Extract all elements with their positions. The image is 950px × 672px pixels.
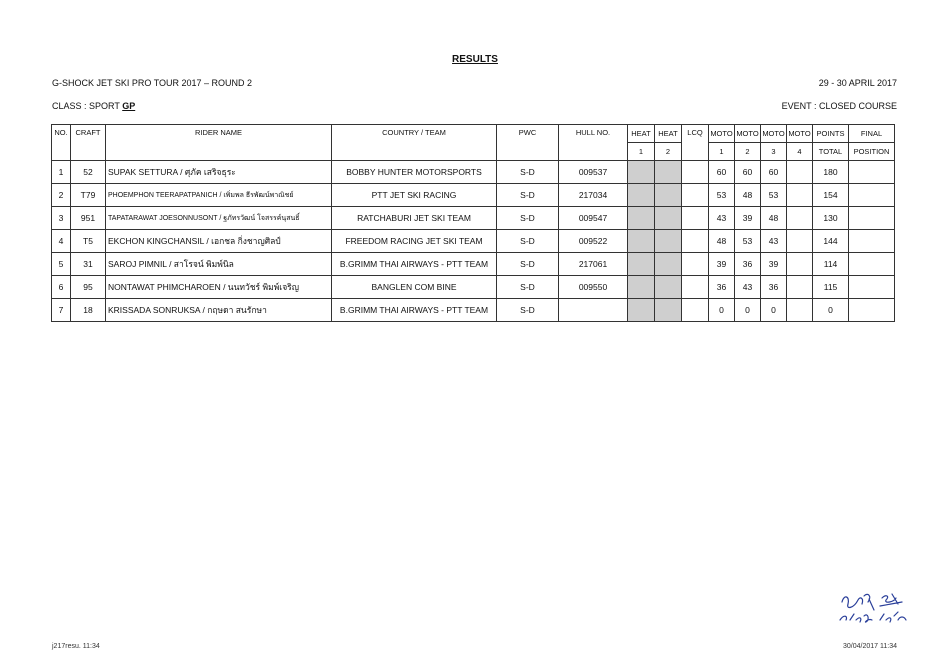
header-moto1-num: 1: [709, 143, 735, 161]
header-heat2: HEAT: [655, 125, 682, 143]
cell-moto2: 60: [735, 161, 761, 184]
cell-moto1: 36: [709, 276, 735, 299]
cell-moto3: 43: [761, 230, 787, 253]
cell-total: 154: [813, 184, 849, 207]
cell-moto4: [787, 276, 813, 299]
header-moto3: MOTO: [761, 125, 787, 143]
cell-total: 114: [813, 253, 849, 276]
cell-pwc: S-D: [497, 161, 559, 184]
cell-no: 4: [52, 230, 71, 253]
cell-moto4: [787, 207, 813, 230]
cell-moto2: 36: [735, 253, 761, 276]
cell-rider: SUPAK SETTURA / ศุภัค เสริจธุระ: [106, 161, 332, 184]
header-moto4: MOTO: [787, 125, 813, 143]
cell-total: 144: [813, 230, 849, 253]
cell-no: 1: [52, 161, 71, 184]
cell-craft: 52: [71, 161, 106, 184]
header-pwc: PWC: [497, 125, 559, 161]
cell-moto4: [787, 184, 813, 207]
cell-no: 3: [52, 207, 71, 230]
cell-moto4: [787, 299, 813, 322]
cell-final: [849, 253, 895, 276]
table-row: [52, 207, 895, 230]
cell-lcq: [682, 184, 709, 207]
header-final-position: POSITION: [849, 143, 895, 161]
header-final: FINAL: [849, 125, 895, 143]
cell-team: RATCHABURI JET SKI TEAM: [332, 207, 497, 230]
event-type: EVENT : CLOSED COURSE: [781, 101, 897, 111]
table-row: [52, 161, 895, 184]
cell-craft: T5: [71, 230, 106, 253]
header-lcq: LCQ: [682, 125, 709, 161]
cell-hull: 009522: [559, 230, 628, 253]
cell-heat2: [655, 253, 682, 276]
cell-heat1: [628, 253, 655, 276]
cell-hull: [559, 299, 628, 322]
header-hull: HULL NO.: [559, 125, 628, 161]
cell-lcq: [682, 276, 709, 299]
cell-hull: 009547: [559, 207, 628, 230]
page-title: RESULTS: [452, 54, 498, 65]
cell-team: FREEDOM RACING JET SKI TEAM: [332, 230, 497, 253]
header-moto2: MOTO: [735, 125, 761, 143]
header-points: POINTS: [813, 125, 849, 143]
cell-rider: PHOEMPHON TEERAPATPANICH / เพิ่มพล ธีรพัฒน์พาณิชย์: [106, 184, 332, 207]
cell-total: 180: [813, 161, 849, 184]
cell-total: 115: [813, 276, 849, 299]
cell-moto2: 48: [735, 184, 761, 207]
cell-moto1: 53: [709, 184, 735, 207]
cell-rider: TAPATARAWAT JOESONNUSONT / ฐภัทรวัฒน์ โจสรรค์นุสนธิ์: [106, 207, 332, 230]
cell-rider: NONTAWAT PHIMCHAROEN / นนทวัชร์ พิมพ์เจริญ: [106, 276, 332, 299]
cell-moto4: [787, 161, 813, 184]
class-prefix: CLASS : SPORT: [52, 101, 123, 111]
cell-team: BOBBY HUNTER MOTORSPORTS: [332, 161, 497, 184]
cell-heat1: [628, 184, 655, 207]
cell-heat2: [655, 184, 682, 207]
cell-craft: 95: [71, 276, 106, 299]
cell-final: [849, 161, 895, 184]
cell-pwc: S-D: [497, 253, 559, 276]
header-moto1: MOTO: [709, 125, 735, 143]
footer-file-stamp: j217resu. 11:34: [52, 643, 100, 650]
table-row: [52, 184, 895, 207]
cell-heat2: [655, 299, 682, 322]
cell-moto4: [787, 230, 813, 253]
cell-heat1: [628, 230, 655, 253]
cell-moto1: 39: [709, 253, 735, 276]
cell-moto4: [787, 253, 813, 276]
cell-craft: T79: [71, 184, 106, 207]
class-line: [52, 101, 135, 111]
cell-moto2: 53: [735, 230, 761, 253]
cell-final: [849, 230, 895, 253]
cell-lcq: [682, 230, 709, 253]
cell-hull: 009550: [559, 276, 628, 299]
cell-heat1: [628, 207, 655, 230]
cell-pwc: S-D: [497, 276, 559, 299]
cell-final: [849, 207, 895, 230]
header-heat1: HEAT: [628, 125, 655, 143]
cell-heat2: [655, 276, 682, 299]
cell-moto3: 48: [761, 207, 787, 230]
cell-heat2: [655, 207, 682, 230]
cell-lcq: [682, 161, 709, 184]
table-row: [52, 276, 895, 299]
header-no: NO.: [52, 125, 71, 161]
cell-pwc: S-D: [497, 207, 559, 230]
cell-total: 0: [813, 299, 849, 322]
header-country: COUNTRY / TEAM: [332, 125, 497, 161]
cell-lcq: [682, 299, 709, 322]
cell-moto1: 43: [709, 207, 735, 230]
cell-moto2: 0: [735, 299, 761, 322]
cell-moto3: 60: [761, 161, 787, 184]
cell-final: [849, 184, 895, 207]
class-name: GP: [122, 101, 136, 111]
cell-no: 7: [52, 299, 71, 322]
handwritten-signature: [836, 590, 916, 626]
cell-craft: 31: [71, 253, 106, 276]
cell-no: 5: [52, 253, 71, 276]
cell-heat1: [628, 276, 655, 299]
results-table: [51, 124, 895, 322]
cell-moto3: 39: [761, 253, 787, 276]
event-date: 29 - 30 APRIL 2017: [818, 78, 897, 88]
cell-total: 130: [813, 207, 849, 230]
cell-no: 2: [52, 184, 71, 207]
cell-heat1: [628, 161, 655, 184]
footer-date-stamp: 30/04/2017 11:34: [843, 643, 897, 650]
header-craft: CRAFT: [71, 125, 106, 161]
cell-hull: 009537: [559, 161, 628, 184]
cell-moto2: 39: [735, 207, 761, 230]
cell-rider: KRISSADA SONRUKSA / กฤษดา สนรักษา: [106, 299, 332, 322]
cell-craft: 951: [71, 207, 106, 230]
cell-final: [849, 299, 895, 322]
header-moto2-num: 2: [735, 143, 761, 161]
cell-moto2: 43: [735, 276, 761, 299]
cell-moto1: 48: [709, 230, 735, 253]
cell-rider: SAROJ PIMNIL / สาโรจน์ พิมพ์นิล: [106, 253, 332, 276]
cell-moto1: 60: [709, 161, 735, 184]
header-rider: RIDER NAME: [106, 125, 332, 161]
header-moto3-num: 3: [761, 143, 787, 161]
cell-pwc: S-D: [497, 230, 559, 253]
cell-pwc: S-D: [497, 299, 559, 322]
cell-moto3: 53: [761, 184, 787, 207]
cell-hull: 217034: [559, 184, 628, 207]
cell-heat2: [655, 161, 682, 184]
cell-team: PTT JET SKI RACING: [332, 184, 497, 207]
event-name: G-SHOCK JET SKI PRO TOUR 2017 – ROUND 2: [52, 78, 253, 88]
cell-heat2: [655, 230, 682, 253]
cell-team: B.GRIMM THAI AIRWAYS - PTT TEAM: [332, 253, 497, 276]
cell-heat1: [628, 299, 655, 322]
cell-no: 6: [52, 276, 71, 299]
table-row: [52, 230, 895, 253]
cell-moto3: 0: [761, 299, 787, 322]
cell-craft: 18: [71, 299, 106, 322]
cell-moto1: 0: [709, 299, 735, 322]
cell-hull: 217061: [559, 253, 628, 276]
header-heat2-num: 2: [655, 143, 682, 161]
table-row: [52, 299, 895, 322]
table-row: [52, 253, 895, 276]
cell-final: [849, 276, 895, 299]
cell-team: B.GRIMM THAI AIRWAYS - PTT TEAM: [332, 299, 497, 322]
header-heat1-num: 1: [628, 143, 655, 161]
header-moto4-num: 4: [787, 143, 813, 161]
cell-rider: EKCHON KINGCHANSIL / เอกชล กิ่งชาญศิลป์: [106, 230, 332, 253]
cell-team: BANGLEN COM BINE: [332, 276, 497, 299]
cell-lcq: [682, 207, 709, 230]
cell-lcq: [682, 253, 709, 276]
header-points-total: TOTAL: [813, 143, 849, 161]
cell-pwc: S-D: [497, 184, 559, 207]
cell-moto3: 36: [761, 276, 787, 299]
